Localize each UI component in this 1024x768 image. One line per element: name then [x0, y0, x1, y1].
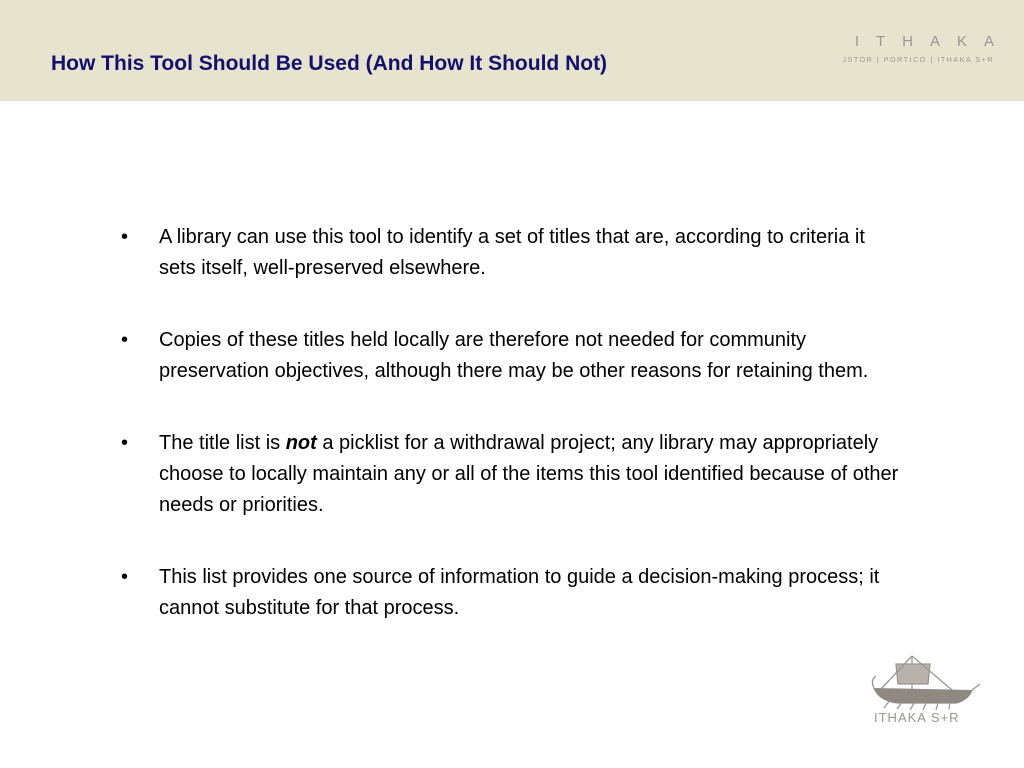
brand-subtitle: JSTOR | PORTICO | ITHAKA S+R — [842, 57, 994, 64]
bullet-item — [120, 562, 900, 624]
brand-name: ITHAKA — [854, 33, 1011, 50]
footer-logo-text: ITHAKA S+R — [874, 710, 960, 725]
bullet-list — [120, 222, 900, 665]
slide-title: How This Tool Should Be Used (And How It Should Not) — [51, 52, 608, 75]
bullet-item — [120, 325, 900, 387]
bullet-item — [120, 222, 900, 284]
bullet-marker: • — [121, 432, 129, 454]
brand-header-logo — [842, 33, 1011, 65]
bullet-marker: • — [121, 226, 129, 248]
bullet-marker: • — [121, 566, 129, 588]
bullet-emphasis: not — [285, 432, 317, 454]
bullet-text: A library can use this tool to identify a set of titles that are, according to criteria it sets itself, well-preserved elsewhere. — [159, 226, 865, 279]
bullet-text: This list provides one source of information to guide a decision-making process; it cannot substitute for that process. — [159, 566, 880, 619]
bullet-text-after: a picklist for a withdrawal project; any library may appropriately choose to locally maintain any or all of the items this tool identified because of other needs or priorities. — [159, 432, 899, 516]
bullet-text: Copies of these titles held locally are therefore not needed for community preservation objectives, although there may be other reasons for retaining them. — [159, 329, 869, 382]
bullet-item — [120, 428, 900, 521]
bullet-marker: • — [121, 329, 129, 351]
bullet-text-before: The title list is — [159, 432, 286, 454]
